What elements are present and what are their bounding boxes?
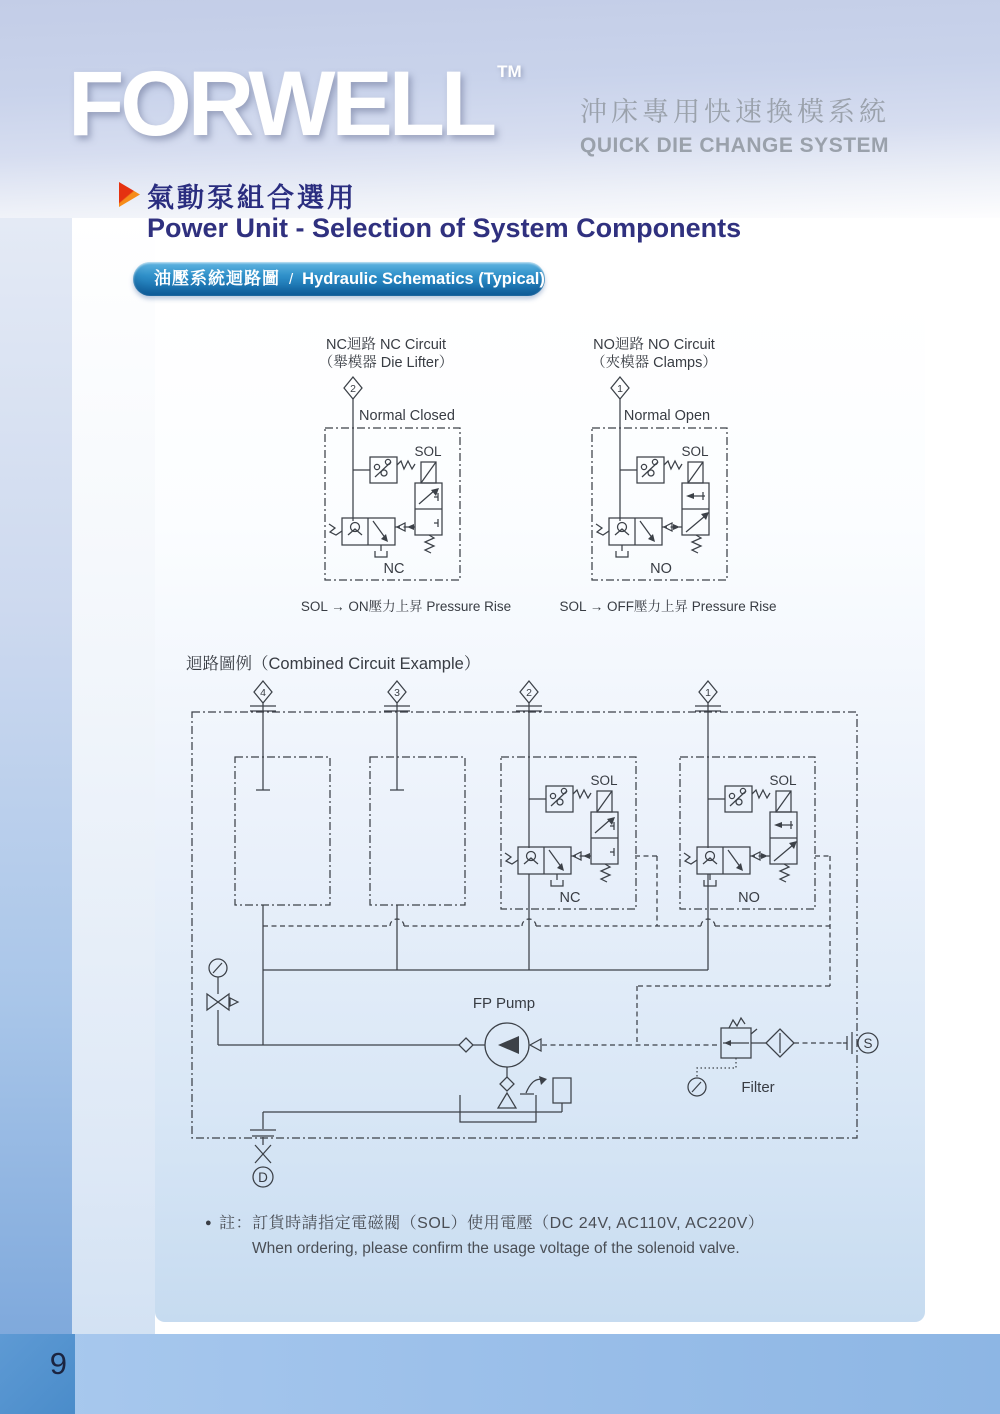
nc-circuit (301, 336, 511, 614)
footer-band (0, 1334, 1000, 1414)
marker-1 (695, 681, 721, 970)
note-line-zh (205, 1210, 764, 1233)
nc-state-label: Normal Closed (359, 408, 455, 424)
hydraulic-schematic (155, 320, 925, 1215)
combined-circuit (186, 654, 878, 1187)
fp-pump (218, 995, 721, 1067)
badge-label-zh: 油壓系統迴路圖 (154, 269, 280, 288)
page-title-zh: 氣動泵組合選用 (147, 183, 357, 213)
supply-label: S (863, 1036, 873, 1051)
page-title-en: Power Unit - Selection of System Components (147, 213, 742, 243)
marker-2 (516, 681, 542, 970)
no-note: SOL → OFF壓力上昇 Pressure Rise (559, 599, 777, 614)
left-inner-strip (72, 218, 155, 1334)
trademark-mark: TM (497, 62, 522, 81)
marker-4 (250, 681, 276, 1045)
no-circuit-subtitle: （夾模器 Clamps） (591, 355, 717, 371)
note-line-en: When ordering, please confirm the usage voltage of the solenoid valve. (252, 1240, 740, 1257)
drain-label: D (258, 1170, 268, 1185)
marker-3 (384, 681, 410, 970)
header-subtitle-en: QUICK DIE CHANGE SYSTEM (580, 134, 890, 157)
note-text-zh: 註：訂貨時請指定電磁閥（SOL）使用電壓（DC 24V, AC110V, AC220V） (219, 1215, 765, 1232)
logo-text: FORWELL (68, 53, 494, 155)
marker-num: 1 (617, 383, 623, 395)
header-subtitle-zh: 沖床專用快速換模系統 (580, 97, 890, 127)
reservoir (460, 1067, 571, 1122)
left-gradient-strip (0, 218, 72, 1334)
regulator-filter (688, 1018, 878, 1096)
relief-valve-gauge (207, 959, 238, 1045)
no-circuit (559, 336, 776, 614)
combined-outer-box (192, 712, 857, 1138)
svg-text:2: 2 (526, 687, 532, 699)
pump-label: FP Pump (472, 995, 536, 1012)
forwell-logo (68, 53, 522, 155)
page-number: 9 (49, 1346, 67, 1381)
filter-label: Filter (741, 1079, 775, 1096)
placeholder-box-3 (370, 757, 465, 905)
marker-num: 2 (350, 383, 356, 395)
header-subtitle (580, 90, 890, 158)
section-badge (133, 262, 545, 296)
nc-circuit-subtitle: （舉模器 Die Lifter） (318, 355, 454, 371)
nc-note: SOL → ON壓力上昇 Pressure Rise (300, 599, 512, 614)
footer-page-block (0, 1334, 75, 1414)
badge-label-en: Hydraulic Schematics (Typical) (302, 270, 545, 288)
placeholder-box-4 (235, 757, 330, 905)
order-note (205, 1210, 764, 1258)
svg-text:1: 1 (705, 687, 711, 699)
nc-circuit-title: NC迴路 NC Circuit (325, 337, 447, 353)
drain-branch (250, 1112, 562, 1187)
no-state-label: Normal Open (623, 408, 711, 424)
svg-text:4: 4 (260, 687, 266, 699)
combined-title: 迴路圖例（Combined Circuit Example） (186, 655, 481, 673)
no-circuit-title: NO迴路 NO Circuit (593, 337, 715, 353)
svg-text:3: 3 (394, 687, 400, 699)
badge-separator: / (289, 271, 294, 288)
pilot-bus (263, 856, 830, 1045)
bullet-icon: ● (205, 1217, 213, 1229)
